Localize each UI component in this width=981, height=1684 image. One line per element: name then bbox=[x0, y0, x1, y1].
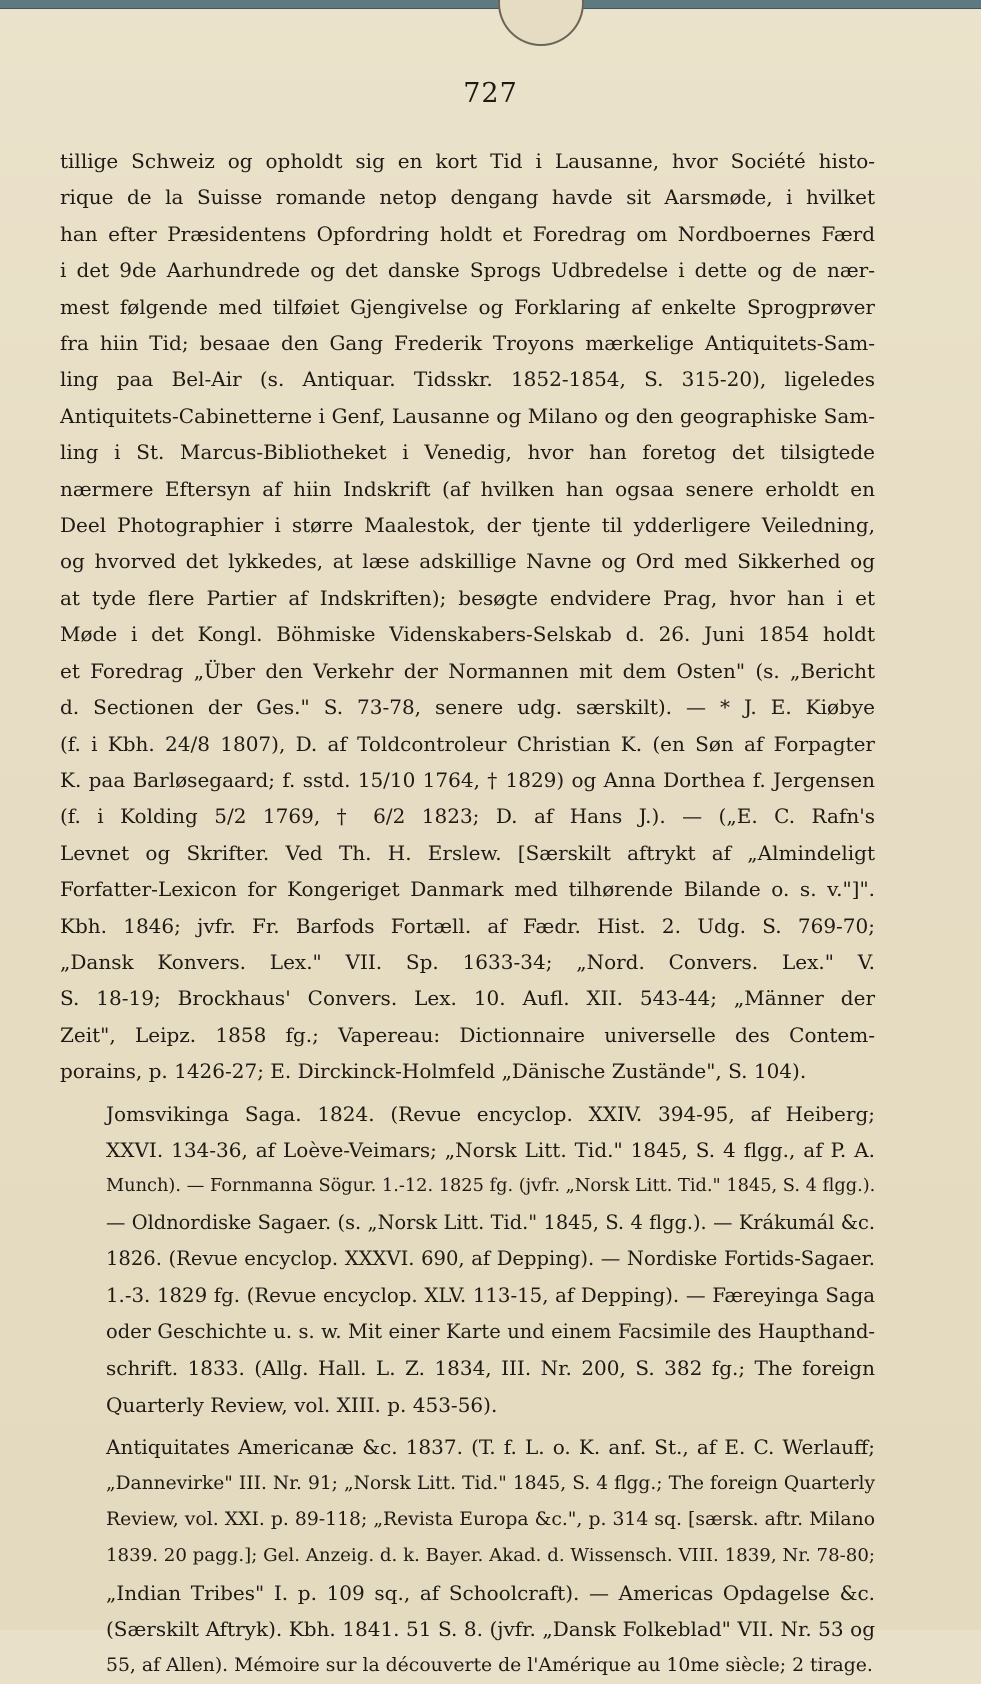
text-line: (f. i Kbh. 24/8 1807), D. af Toldcontroleur Christian K. (en Søn af Forpagter bbox=[60, 731, 875, 756]
text-line: fra hiin Tid; besaae den Gang Frederik Troyons mærkelige Antiquitets-Sam- bbox=[60, 331, 875, 356]
text-line: 1826. (Revue encyclop. XXXVI. 690, af Depping). — Nordiske Fortids-Sagaer. bbox=[106, 1247, 875, 1271]
text-line: schrift. 1833. (Allg. Hall. L. Z. 1834, III. Nr. 200, S. 382 fg.; The foreign bbox=[106, 1356, 875, 1381]
text-line: (Særskilt Aftryk). Kbh. 1841. 51 S. 8. (jvfr. „Dansk Folkeblad" VII. Nr. 53 og bbox=[106, 1617, 875, 1642]
text-line: han efter Præsidentens Opfordring holdt et Foredrag om Nordboernes Færd bbox=[60, 221, 875, 246]
text-line: Kbh. 1846; jvfr. Fr. Barfods Fortæll. af Fædr. Hist. 2. Udg. S. 769-70; bbox=[60, 913, 875, 938]
text-line: „Indian Tribes" I. p. 109 sq., af Schoolcraft). — Americas Opdagelse &c. bbox=[106, 1580, 875, 1605]
text-line: Antiquitets-Cabinetterne i Genf, Lausanne og Milano og den geographiske Sam- bbox=[60, 403, 875, 428]
text-line: tillige Schweiz og opholdt sig en kort Tid i Lausanne, hvor Société histo- bbox=[60, 149, 875, 173]
text-line: (f. i Kolding 5/2 1769, † 6/2 1823; D. af Hans J.). — („E. C. Rafn's bbox=[60, 804, 875, 829]
text-line: 55, af Allen). Mémoire sur la découverte de l'Amérique au 10me siècle; 2 tirage. bbox=[106, 1654, 873, 1676]
text-line: Deel Photographier i større Maalestok, der tjente til ydderligere Veiledning, bbox=[60, 513, 875, 538]
text-line: „Dannevirke" III. Nr. 91; „Norsk Litt. Tid." 1845, S. 4 flgg.; The foreign Quarterly bbox=[106, 1472, 875, 1494]
page-notch-decoration bbox=[498, 0, 584, 46]
text-line: Review, vol. XXI. p. 89-118; „Revista Europa &c.", p. 314 sq. [særsk. aftr. Milano bbox=[106, 1509, 875, 1531]
text-line: i det 9de Aarhundrede og det danske Sprogs Udbredelse i dette og de nær- bbox=[60, 258, 875, 283]
page-top-edge bbox=[0, 0, 981, 9]
text-line: Levnet og Skrifter. Ved Th. H. Erslew. [Særskilt aftrykt af „Almindeligt bbox=[60, 840, 875, 865]
text-line: Jomsvikinga Saga. 1824. (Revue encyclop. XXIV. 394-95, af Heiberg; bbox=[106, 1101, 875, 1126]
text-line: ling paa Bel-Air (s. Antiquar. Tidsskr. 1852-1854, S. 315-20), ligeledes bbox=[60, 367, 875, 392]
text-line: 1.-3. 1829 fg. (Revue encyclop. XLV. 113-15, af Depping). — Færeyinga Saga bbox=[106, 1283, 875, 1307]
text-line: d. Sectionen der Ges." S. 73-78, senere udg. særskilt). — * J. E. Kiøbye bbox=[60, 695, 875, 720]
text-line: — Oldnordiske Sagaer. (s. „Norsk Litt. Tid." 1845, S. 4 flgg.). — Krákumál &c. bbox=[106, 1210, 875, 1234]
paragraph-sagas bbox=[60, 1096, 875, 1424]
text-line: Møde i det Kongl. Böhmiske Videnskabers-Selskab d. 26. Juni 1854 holdt bbox=[60, 622, 875, 647]
text-line: rique de la Suisse romande netop dengang havde sit Aarsmøde, i hvilket bbox=[60, 185, 875, 210]
text-line: og hvorved det lykkedes, at læse adskillige Navne og Ord med Sikkerhed og bbox=[60, 549, 875, 574]
text-line: 1839. 20 pagg.]; Gel. Anzeig. d. k. Bayer. Akad. d. Wissensch. VIII. 1839, Nr. 78-80; bbox=[106, 1545, 875, 1567]
body-text bbox=[60, 143, 875, 1684]
text-line: nærmere Eftersyn af hiin Indskrift (af hvilken han ogsaa senere erholdt en bbox=[60, 476, 875, 501]
text-line: Forfatter-Lexicon for Kongeriget Danmark med tilhørende Bilande o. s. v."]". bbox=[60, 877, 875, 902]
text-line: K. paa Barløsegaard; f. sstd. 15/10 1764, † 1829) og Anna Dorthea f. Jergensen bbox=[60, 767, 875, 792]
text-line: S. 18-19; Brockhaus' Convers. Lex. 10. Aufl. XII. 543-44; „Männer der bbox=[60, 986, 875, 1011]
text-line: Antiquitates Americanæ &c. 1837. (T. f. L. o. K. anf. St., af E. C. Werlauff; bbox=[106, 1435, 875, 1460]
paragraph-antiquitates bbox=[60, 1429, 875, 1684]
text-line: Munch). — Fornmanna Sögur. 1.-12. 1825 fg. (jvfr. „Norsk Litt. Tid." 1845, S. 4 flgg.). bbox=[106, 1176, 876, 1197]
text-line: mest følgende med tilføiet Gjengivelse og Forklaring af enkelte Sprogprøver bbox=[60, 294, 875, 319]
page-number: 727 bbox=[463, 78, 518, 109]
text-line: „Dansk Konvers. Lex." VII. Sp. 1633-34; „Nord. Convers. Lex." V. bbox=[60, 949, 875, 974]
text-line: ling i St. Marcus-Bibliotheket i Venedig, hvor han foretog det tilsigtede bbox=[60, 440, 875, 465]
text-line: at tyde flere Partier af Indskriften); besøgte endvidere Prag, hvor han i et bbox=[60, 585, 875, 610]
paragraph-biography bbox=[60, 143, 875, 1090]
text-line: Quarterly Review, vol. XIII. p. 453-56). bbox=[106, 1392, 498, 1417]
text-line: oder Geschichte u. s. w. Mit einer Karte und einem Facsimile des Haupthand- bbox=[106, 1320, 875, 1343]
text-line: Zeit", Leipz. 1858 fg.; Vapereau: Dictionnaire universelle des Contem- bbox=[60, 1022, 875, 1047]
text-line: porains, p. 1426-27; E. Dirckinck-Holmfeld „Dänische Zustände", S. 104). bbox=[60, 1059, 807, 1084]
text-line: et Foredrag „Über den Verkehr der Normannen mit dem Osten" (s. „Bericht bbox=[60, 658, 875, 683]
text-line: XXVI. 134-36, af Loève-Veimars; „Norsk Litt. Tid." 1845, S. 4 flgg., af P. A. bbox=[106, 1137, 875, 1162]
